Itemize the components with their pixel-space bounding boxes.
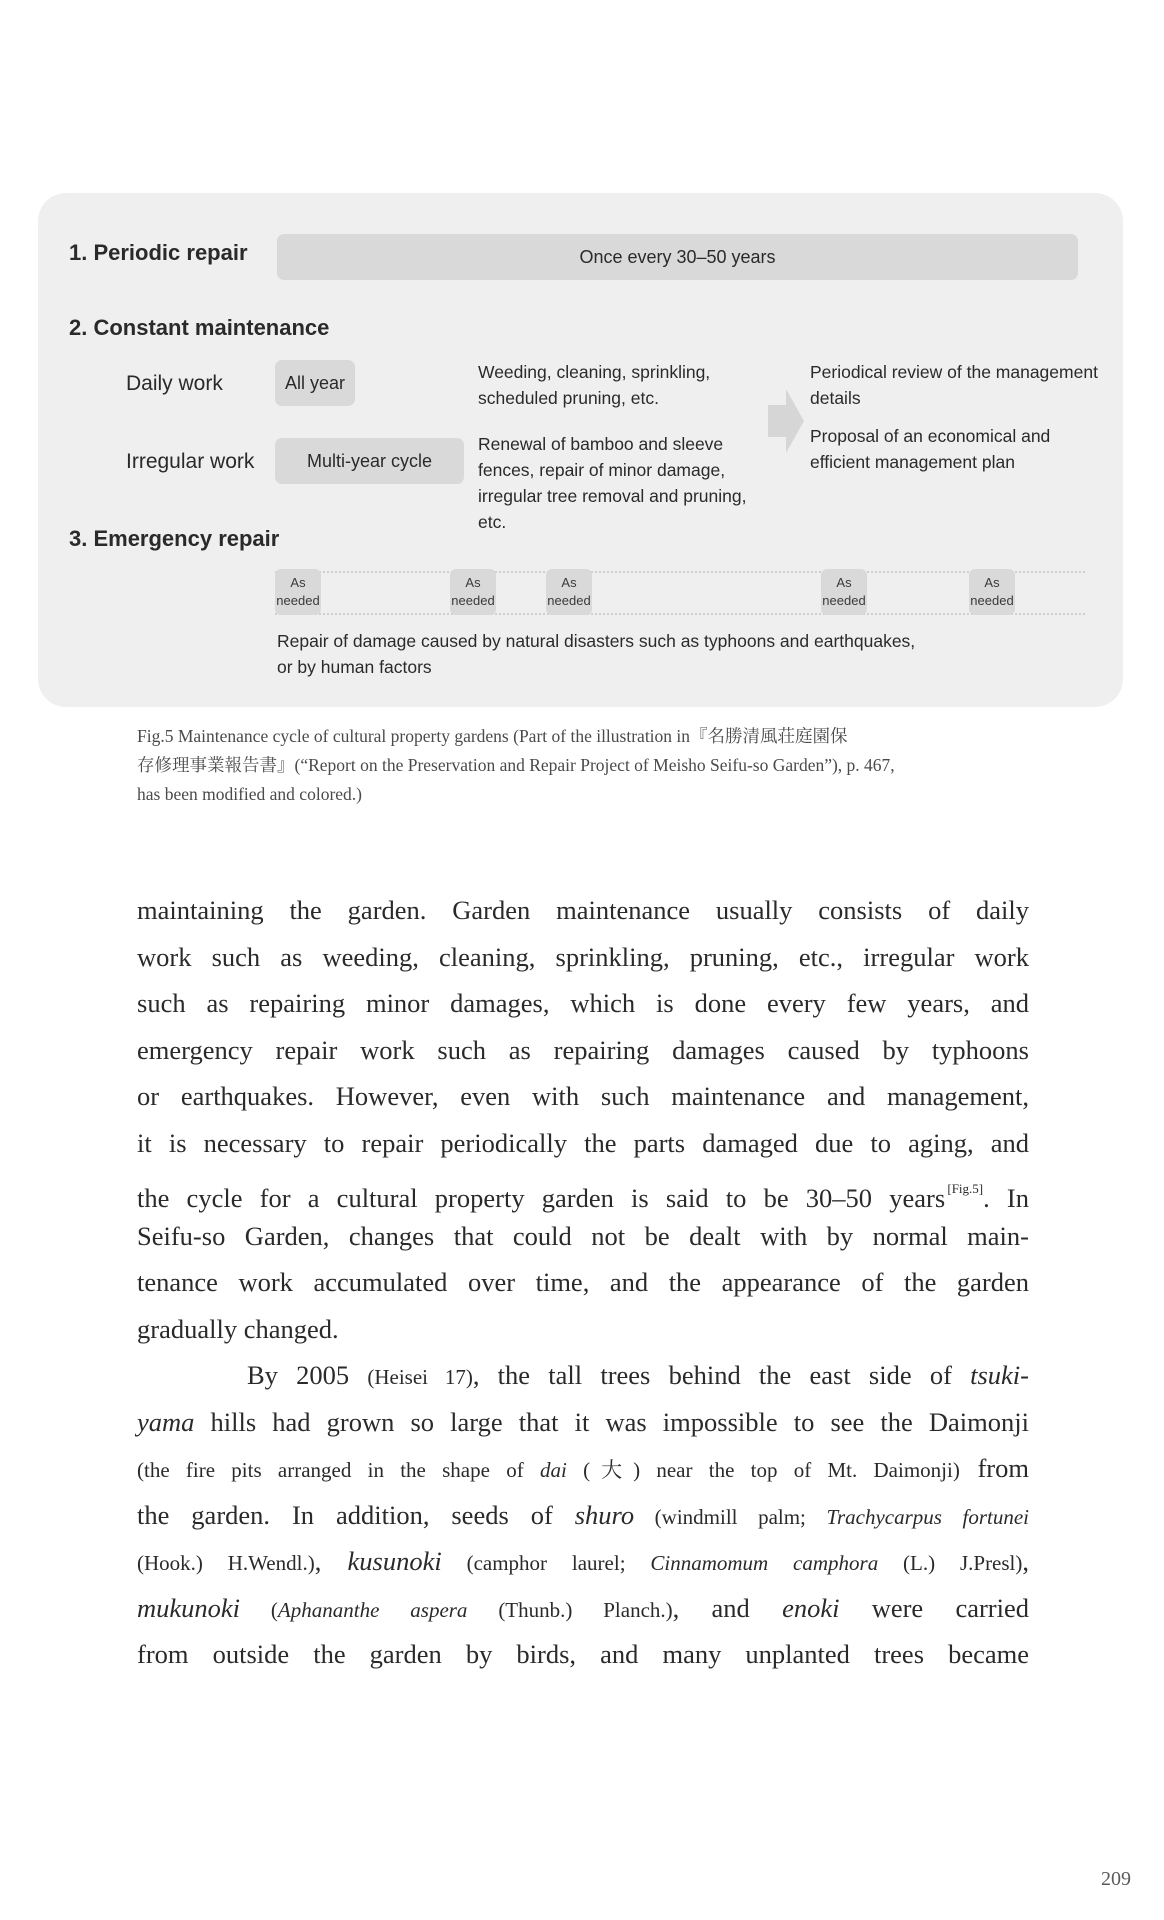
- figure-reference: [Fig.5]: [947, 1181, 984, 1196]
- as-needed-top: As: [836, 575, 852, 590]
- text-line: [137, 1492, 1029, 1539]
- text-segment: . In: [983, 1183, 1029, 1213]
- as-needed-top: As: [290, 575, 306, 590]
- text-segment: (Hook.) H.Wendl.): [137, 1551, 315, 1575]
- text-line: [137, 1166, 1029, 1213]
- text-line: [137, 1585, 1029, 1632]
- text-line: [137, 1399, 1029, 1446]
- multi-year-cycle-pill: Multi-year cycle: [275, 438, 464, 484]
- irregular-work-description: Renewal of bamboo and sleeve fences, repair of minor damage, irregular tree removal and pruning, etc.: [478, 434, 747, 532]
- as-needed-badge: [546, 569, 592, 615]
- text-segment: , and: [672, 1592, 783, 1623]
- as-needed-bottom: needed: [547, 593, 591, 608]
- text-segment: By 2005: [247, 1360, 368, 1390]
- periodic-repair-heading: 1. Periodic repair: [69, 240, 248, 265]
- text-segment: ,: [1022, 1546, 1030, 1576]
- text-segment: (L.) J.Presl): [878, 1551, 1023, 1575]
- text-segment: hills had grown so large that it was impossible to see the Daimonji: [194, 1406, 1029, 1437]
- proposal-text: Proposal of an economical and efficient management plan: [810, 426, 1051, 472]
- text-segment: (Thunb.) Planch.): [467, 1597, 673, 1622]
- text-line: emergency repair work such as repairing damages caused by typhoons: [137, 1034, 1029, 1065]
- text-segment: (windmill palm;: [634, 1504, 827, 1529]
- italic-term: tsuki-: [970, 1360, 1029, 1390]
- all-year-pill: All year: [275, 360, 355, 406]
- text-segment: the cycle for a cultural property garden is said to be 30–50 years: [137, 1183, 946, 1213]
- constant-maintenance-heading: 2. Constant maintenance: [69, 315, 330, 340]
- daily-work-label: Daily work: [126, 372, 223, 395]
- as-needed-top: As: [561, 575, 577, 590]
- text-segment: ,: [314, 1546, 348, 1576]
- italic-term: shuro: [574, 1499, 635, 1530]
- italic-term: dai: [539, 1458, 567, 1482]
- irregular-work-label: Irregular work: [126, 450, 255, 473]
- text-segment: from: [959, 1453, 1029, 1483]
- emergency-description-line2: or by human factors: [277, 657, 432, 677]
- italic-term: Aphananthe aspera: [277, 1597, 468, 1622]
- as-needed-bottom: needed: [276, 593, 320, 608]
- as-needed-badge: [969, 569, 1015, 615]
- emergency-description-line1: Repair of damage caused by natural disasters such as typhoons and earthquakes,: [277, 631, 916, 651]
- italic-term: enoki: [782, 1592, 840, 1623]
- text-line: [137, 1352, 1029, 1399]
- periodic-cycle-bar: Once every 30–50 years: [277, 234, 1078, 280]
- emergency-repair-heading: 3. Emergency repair: [69, 526, 280, 551]
- as-needed-badge: [821, 569, 867, 615]
- italic-term: Trachycarpus fortunei: [826, 1504, 1030, 1529]
- right-arrow-icon: [768, 389, 804, 453]
- body-text: [137, 887, 1029, 1678]
- text-line: tenance work accumulated over time, and the appearance of the garden: [137, 1267, 1029, 1297]
- as-needed-top: As: [984, 575, 1000, 590]
- text-line: [137, 1538, 1029, 1585]
- text-segment: , the tall trees behind the east side of: [472, 1360, 971, 1390]
- text-segment: (camphor laurel;: [441, 1551, 651, 1575]
- figure-panel: [38, 193, 1123, 707]
- timeline-top-dotted-line: [275, 571, 1085, 573]
- as-needed-bottom: needed: [970, 593, 1014, 608]
- text-segment: the garden. In addition, seeds of: [137, 1499, 575, 1530]
- text-segment: (Heisei 17): [367, 1365, 473, 1389]
- as-needed-top: As: [465, 575, 481, 590]
- timeline-bottom-dotted-line: [275, 613, 1085, 615]
- as-needed-bottom: needed: [822, 593, 866, 608]
- italic-term: kusunoki: [347, 1546, 442, 1576]
- text-segment: were carried: [839, 1592, 1029, 1623]
- text-line: such as repairing minor damages, which is done every few years, and: [137, 988, 1029, 1018]
- as-needed-badge: [450, 569, 496, 615]
- italic-term: yama: [137, 1406, 195, 1437]
- text-line: work such as weeding, cleaning, sprinkling, pruning, etc., irregular work: [137, 941, 1029, 972]
- italic-term: mukunoki: [137, 1592, 241, 1623]
- figure-caption: [137, 722, 1037, 809]
- as-needed-badge: [275, 569, 321, 615]
- text-line: maintaining the garden. Garden maintenance usually consists of daily: [137, 895, 1029, 925]
- daily-work-description: Weeding, cleaning, sprinkling, scheduled pruning, etc.: [478, 362, 711, 408]
- text-line: or earthquakes. However, even with such maintenance and management,: [137, 1081, 1029, 1111]
- text-segment: (大) near the top of Mt. Daimonji): [566, 1458, 960, 1482]
- as-needed-bottom: needed: [451, 593, 495, 608]
- italic-term: Cinnamomum camphora: [650, 1551, 879, 1575]
- text-line: [137, 1445, 1029, 1492]
- text-segment: (the fire pits arranged in the shape of: [137, 1458, 540, 1482]
- text-line: it is necessary to repair periodically the parts damaged due to aging, and: [137, 1127, 1029, 1158]
- caption-line: has been modified and colored.): [137, 784, 362, 804]
- text-line: Seifu-so Garden, changes that could not be dealt with by normal main-: [137, 1220, 1029, 1251]
- review-text: Periodical review of the management details: [810, 362, 1098, 408]
- text-segment: (: [240, 1597, 278, 1622]
- caption-line: 存修理事業報告書』(“Report on the Preservation and Repair Project of Meisho Seifu-so Garden”), p. 467,: [137, 755, 895, 775]
- text-line: gradually changed.: [137, 1313, 339, 1344]
- caption-line: Fig.5 Maintenance cycle of cultural property gardens (Part of the illustration in『名勝清風荘庭園保: [137, 726, 848, 746]
- page-number: 209: [1101, 1868, 1131, 1890]
- text-line: from outside the garden by birds, and many unplanted trees became: [137, 1639, 1029, 1669]
